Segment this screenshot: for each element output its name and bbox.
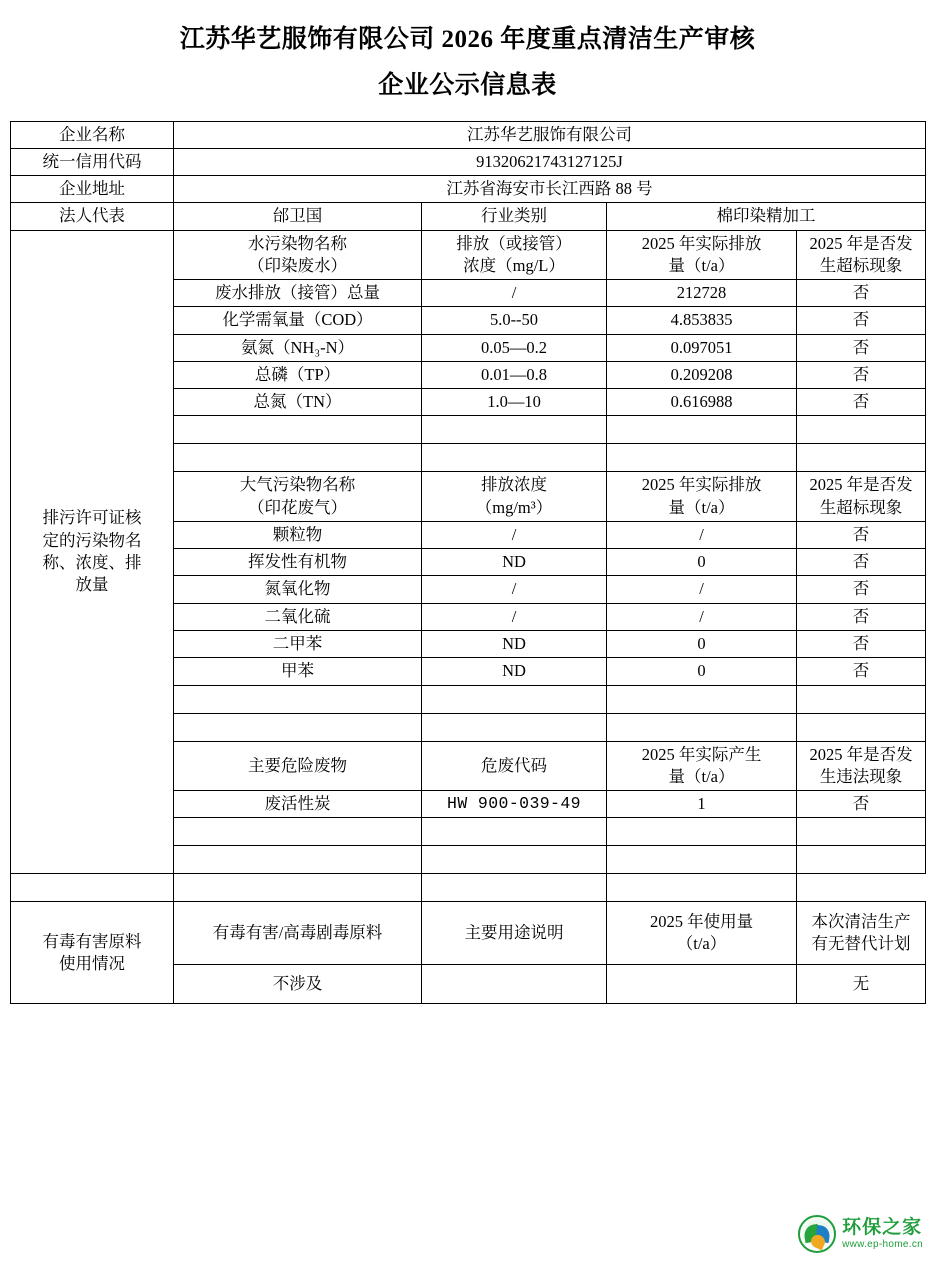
air-row-amount: / (607, 576, 797, 603)
blank-cell (174, 685, 422, 713)
blank-cell (174, 846, 422, 874)
water-header-exceed: 2025 年是否发 生超标现象 (797, 230, 926, 280)
blank-cell (174, 713, 422, 741)
materials-header-plan: 本次清洁生产 有无替代计划 (797, 902, 926, 965)
water-row-conc: 5.0--50 (422, 307, 607, 334)
water-row-name: 氨氮（NH₃-N） (174, 334, 422, 361)
water-row-conc: / (422, 280, 607, 307)
blank-cell (797, 713, 926, 741)
blank-cell (422, 444, 607, 472)
address-value: 江苏省海安市长江西路 88 号 (174, 176, 926, 203)
air-row-name: 挥发性有机物 (174, 549, 422, 576)
legal-rep-label: 法人代表 (11, 203, 174, 230)
water-header-concentration: 排放（或接管） 浓度（mg/L） (422, 230, 607, 280)
materials-header-name: 有毒有害/高毒剧毒原料 (174, 902, 422, 965)
water-row-exceed: 否 (797, 389, 926, 416)
blank-cell (422, 818, 607, 846)
water-row-conc: 0.05—0.2 (422, 334, 607, 361)
water-row-exceed: 否 (797, 307, 926, 334)
water-row-amount: 0.209208 (607, 361, 797, 388)
blank-cell (174, 444, 422, 472)
hazardous-row-illegal: 否 (797, 791, 926, 818)
page-title (10, 0, 925, 105)
title-line-1: 江苏华艺服饰有限公司 2026 年度重点清洁生产审核 (179, 26, 756, 53)
air-header-exceed: 2025 年是否发 生超标现象 (797, 472, 926, 522)
leaf-logo-icon (798, 1215, 836, 1253)
blank-cell (174, 874, 422, 902)
air-row-amount: 0 (607, 658, 797, 685)
air-row-name: 二氧化硫 (174, 603, 422, 630)
blank-cell (607, 818, 797, 846)
blank-cell (607, 713, 797, 741)
materials-section-label: 有毒有害原料 使用情况 (11, 902, 174, 1004)
hazardous-row-code: HW 900-039-49 (422, 791, 607, 818)
blank-cell (607, 846, 797, 874)
watermark-name: 环保之家 (842, 1217, 923, 1239)
blank-cell (797, 444, 926, 472)
legal-rep-value: 邰卫国 (174, 203, 422, 230)
air-row-exceed: 否 (797, 658, 926, 685)
blank-cell (174, 818, 422, 846)
blank-cell (607, 444, 797, 472)
blank-cell (422, 874, 607, 902)
company-name-value: 江苏华艺服饰有限公司 (174, 121, 926, 148)
blank-cell (174, 416, 422, 444)
materials-header-use: 主要用途说明 (422, 902, 607, 965)
table-row (11, 148, 926, 175)
water-row-amount: 212728 (607, 280, 797, 307)
air-row-conc: ND (422, 658, 607, 685)
air-row-amount: 0 (607, 631, 797, 658)
blank-cell (607, 874, 797, 902)
blank-cell (797, 818, 926, 846)
air-header-concentration: 排放浓度 （mg/m³） (422, 472, 607, 522)
air-row-name: 二甲苯 (174, 631, 422, 658)
materials-row-name: 不涉及 (174, 965, 422, 1004)
table-row-blank (11, 874, 926, 902)
materials-row-use (422, 965, 607, 1004)
air-row-conc: ND (422, 631, 607, 658)
blank-cell (422, 416, 607, 444)
credit-code-value: 91320621743127125J (174, 148, 926, 175)
blank-cell (607, 416, 797, 444)
air-row-name: 氮氧化物 (174, 576, 422, 603)
materials-row-amount (607, 965, 797, 1004)
site-watermark (798, 1215, 923, 1253)
materials-header-amount: 2025 年使用量 （t/a） (607, 902, 797, 965)
hazardous-row-amount: 1 (607, 791, 797, 818)
blank-cell (11, 874, 174, 902)
air-row-amount: 0 (607, 549, 797, 576)
air-row-exceed: 否 (797, 576, 926, 603)
hazardous-header-amount: 2025 年实际产生 量（t/a） (607, 741, 797, 791)
air-row-conc: / (422, 576, 607, 603)
table-row (11, 203, 926, 230)
permit-section-label: 排污许可证核 定的污染物名 称、浓度、排 放量 (11, 230, 174, 874)
table-row (11, 121, 926, 148)
air-row-name: 甲苯 (174, 658, 422, 685)
table-row (11, 230, 926, 280)
company-name-label: 企业名称 (11, 121, 174, 148)
credit-code-label: 统一信用代码 (11, 148, 174, 175)
blank-cell (797, 416, 926, 444)
hazardous-header-illegal: 2025 年是否发 生违法现象 (797, 741, 926, 791)
watermark-url: www.ep-home.cn (842, 1238, 923, 1250)
air-row-conc: / (422, 521, 607, 548)
blank-cell (607, 685, 797, 713)
water-row-exceed: 否 (797, 334, 926, 361)
air-row-exceed: 否 (797, 631, 926, 658)
water-header-name: 水污染物名称 （印染废水） (174, 230, 422, 280)
water-row-amount: 0.616988 (607, 389, 797, 416)
water-row-exceed: 否 (797, 280, 926, 307)
industry-value: 棉印染精加工 (607, 203, 926, 230)
air-row-conc: ND (422, 549, 607, 576)
air-row-amount: / (607, 603, 797, 630)
air-row-exceed: 否 (797, 603, 926, 630)
air-row-conc: / (422, 603, 607, 630)
air-header-name: 大气污染物名称 （印花废气） (174, 472, 422, 522)
materials-row-plan: 无 (797, 965, 926, 1004)
water-row-amount: 0.097051 (607, 334, 797, 361)
water-row-conc: 1.0—10 (422, 389, 607, 416)
title-line-2: 企业公示信息表 (378, 72, 557, 100)
blank-cell (422, 713, 607, 741)
address-label: 企业地址 (11, 176, 174, 203)
water-row-amount: 4.853835 (607, 307, 797, 334)
water-row-name: 化学需氧量（COD） (174, 307, 422, 334)
air-row-amount: / (607, 521, 797, 548)
air-row-exceed: 否 (797, 549, 926, 576)
air-header-amount: 2025 年实际排放 量（t/a） (607, 472, 797, 522)
disclosure-table (10, 121, 926, 1005)
blank-cell (797, 685, 926, 713)
blank-cell (422, 846, 607, 874)
air-row-name: 颗粒物 (174, 521, 422, 548)
table-row (11, 902, 926, 965)
water-header-amount: 2025 年实际排放 量（t/a） (607, 230, 797, 280)
hazardous-header-name: 主要危险废物 (174, 741, 422, 791)
hazardous-row-name: 废活性炭 (174, 791, 422, 818)
water-row-exceed: 否 (797, 361, 926, 388)
blank-cell (797, 846, 926, 874)
table-row (11, 176, 926, 203)
water-row-name: 总氮（TN） (174, 389, 422, 416)
water-row-name: 总磷（TP） (174, 361, 422, 388)
air-row-exceed: 否 (797, 521, 926, 548)
water-row-conc: 0.01—0.8 (422, 361, 607, 388)
water-row-name: 废水排放（接管）总量 (174, 280, 422, 307)
blank-cell (422, 685, 607, 713)
hazardous-header-code: 危废代码 (422, 741, 607, 791)
industry-label: 行业类别 (422, 203, 607, 230)
